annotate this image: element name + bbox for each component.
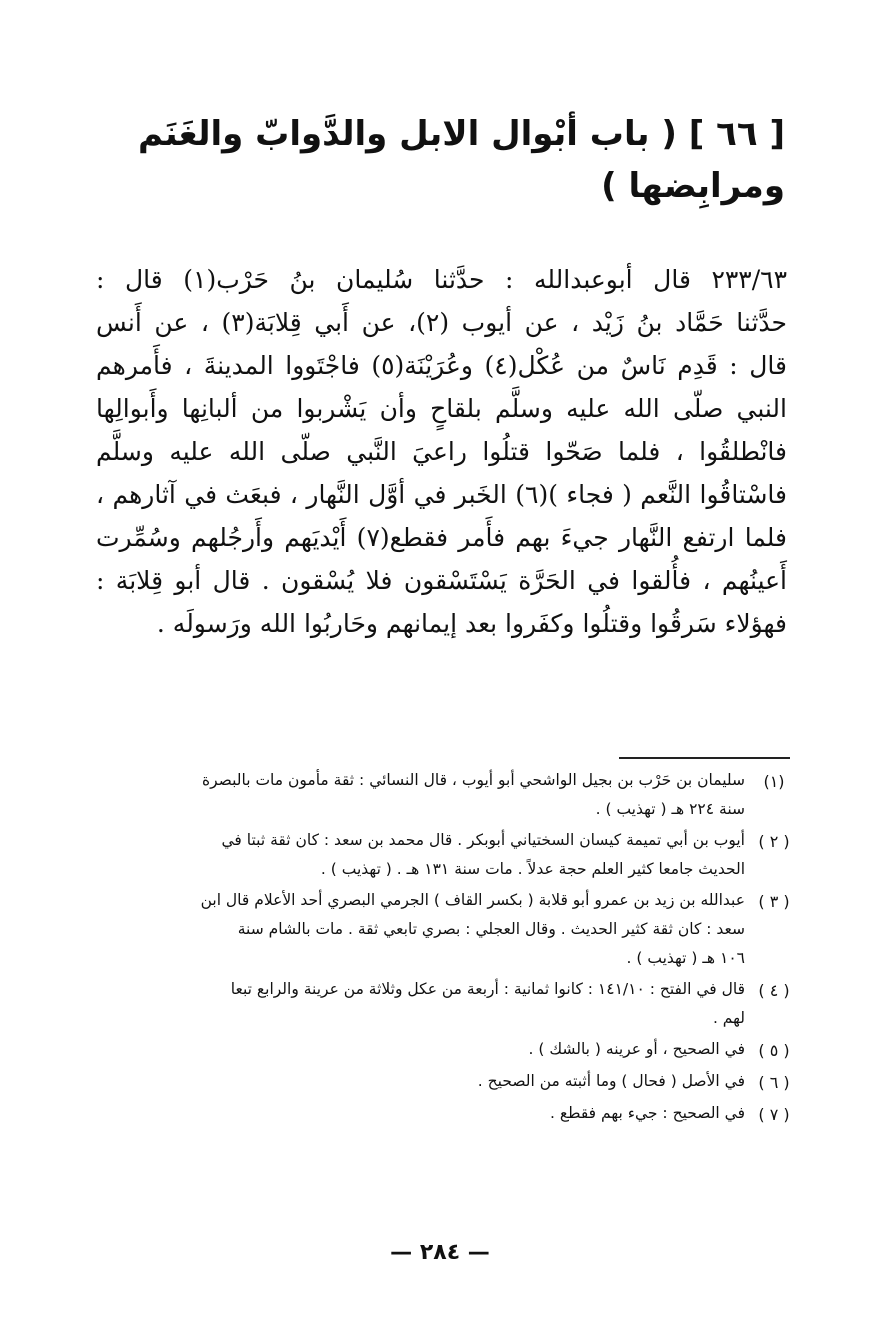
hadith-line: فاسْتاقُوا النَّعم ( فجاء )(٦) الخَبر في أوَّل النَّهار ، فبعَث في آثارهم ، bbox=[96, 480, 787, 509]
footnote-number: ( ٤ ) bbox=[758, 981, 790, 1000]
footnote-line: سعد : كان ثقة كثير الحديث . وقال العجلي : بصري تابعي ثقة . مات بالشام سنة bbox=[237, 920, 745, 938]
footnote-line: في الأصل ( فحال ) وما أثبته من الصحيح . bbox=[477, 1072, 745, 1090]
footnote-number: (١) bbox=[763, 772, 785, 791]
footnote-3 bbox=[54, 886, 803, 973]
chapter-title-line-2: ومرابِضها ) bbox=[601, 166, 785, 206]
footnote-line: ١٠٦ هـ ( تهذيب ) . bbox=[626, 949, 745, 967]
chapter-title-line-1: [ ٦٦ ] ( باب أبْوال الابل والدَّوابّ والغَنَم bbox=[138, 114, 785, 154]
footnote-line: الحديث جامعا كثير العلم حجة عدلاً . مات سنة ١٣١ هـ . ( تهذيب ) . bbox=[320, 860, 745, 878]
footnote-1 bbox=[54, 766, 803, 824]
footnote-text bbox=[54, 886, 745, 973]
footnote-line: سنة ٢٢٤ هـ ( تهذيب ) . bbox=[595, 800, 745, 818]
hadith-text bbox=[96, 258, 787, 645]
footnote-number: ( ٦ ) bbox=[758, 1073, 790, 1092]
footnote-text bbox=[54, 826, 745, 884]
footnote-line: قال في الفتح : ١٤١/١٠ : كانوا ثمانية : أربعة من عكل وثلاثة من عرينة والرابع تبعا bbox=[230, 980, 745, 998]
footnote-number: ( ٢ ) bbox=[758, 832, 790, 851]
footnotes bbox=[54, 766, 803, 1131]
hadith-line: ٢٣٣/٦٣ قال أبوعبدالله : حدَّثنا سُليمان بنُ حَرْب(١) قال : bbox=[96, 265, 787, 294]
footnote-line: سليمان بن حَرْب بن بجيل الواشحي أبو أيوب ، قال النسائي : ثقة مأمون مات بالبصرة bbox=[201, 771, 745, 789]
footnote-2 bbox=[54, 826, 803, 884]
footnote-4 bbox=[54, 975, 803, 1033]
hadith-line: فانْطلقُوا ، فلما صَحّوا قتلُوا راعيَ النَّبي صلّى الله عليه وسلَّم bbox=[96, 437, 787, 466]
footnote-line: لهم . bbox=[712, 1009, 745, 1027]
footnote-separator bbox=[619, 757, 790, 759]
chapter-title bbox=[60, 108, 785, 212]
footnote-text bbox=[54, 1099, 745, 1128]
footnote-line: في الصحيح : جيء بهم فقطع . bbox=[550, 1104, 745, 1122]
footnote-line: في الصحيح ، أو عرينه ( بالشك ) . bbox=[528, 1040, 745, 1058]
hadith-line: أَعينُهم ، فأُلقوا في الحَرَّة يَسْتَسْقون فلا يُسْقون . قال أبو قِلابَة : bbox=[96, 566, 787, 595]
footnote-5 bbox=[54, 1035, 803, 1065]
hadith-line: حدَّثنا حَمَّاد بنُ زَيْد ، عن أيوب (٢)، عن أَبي قِلابَة(٣) ، عن أَنس bbox=[96, 308, 787, 337]
footnote-number: ( ٧ ) bbox=[758, 1105, 790, 1124]
footnote-number: ( ٥ ) bbox=[758, 1041, 790, 1060]
footnote-line: عبدالله بن زيد بن عمرو أبو قلابة ( بكسر القاف ) الجرمي البصري أحد الأعلام قال ابن bbox=[200, 891, 745, 909]
hadith-line: قال : قَدِم نَاسٌ من عُكْل(٤) وعُرَيْنَة(٥) فاجْتَووا المدينةَ ، فأَمرهم bbox=[96, 351, 787, 380]
footnote-text bbox=[54, 975, 745, 1033]
footnote-number: ( ٣ ) bbox=[758, 892, 790, 911]
footnote-line: أيوب بن أبي تميمة كيسان السختياني أبوبكر . قال محمد بن سعد : كان ثقة ثبتا في bbox=[221, 831, 745, 849]
footnote-7 bbox=[54, 1099, 803, 1129]
footnote-text bbox=[54, 1067, 745, 1096]
footnote-text bbox=[54, 1035, 745, 1064]
footnote-6 bbox=[54, 1067, 803, 1097]
hadith-line: النبي صلّى الله عليه وسلَّم بلقاحٍ وأن يَشْربوا من ألبانِها وأَبوالِها bbox=[96, 394, 787, 423]
hadith-line: فهؤلاء سَرقُوا وقتلُوا وكفَروا بعد إيمانهم وحَاربُوا الله ورَسولَه . bbox=[156, 609, 787, 638]
footnote-text bbox=[54, 766, 745, 824]
hadith-line: فلما ارتفع النَّهار جيءَ بهم فأَمر فقطع(٧) أَيْديَهم وأَرجُلهم وسُمِّرت bbox=[96, 523, 787, 552]
page-number: — ٢٨٤ — bbox=[390, 1240, 490, 1265]
